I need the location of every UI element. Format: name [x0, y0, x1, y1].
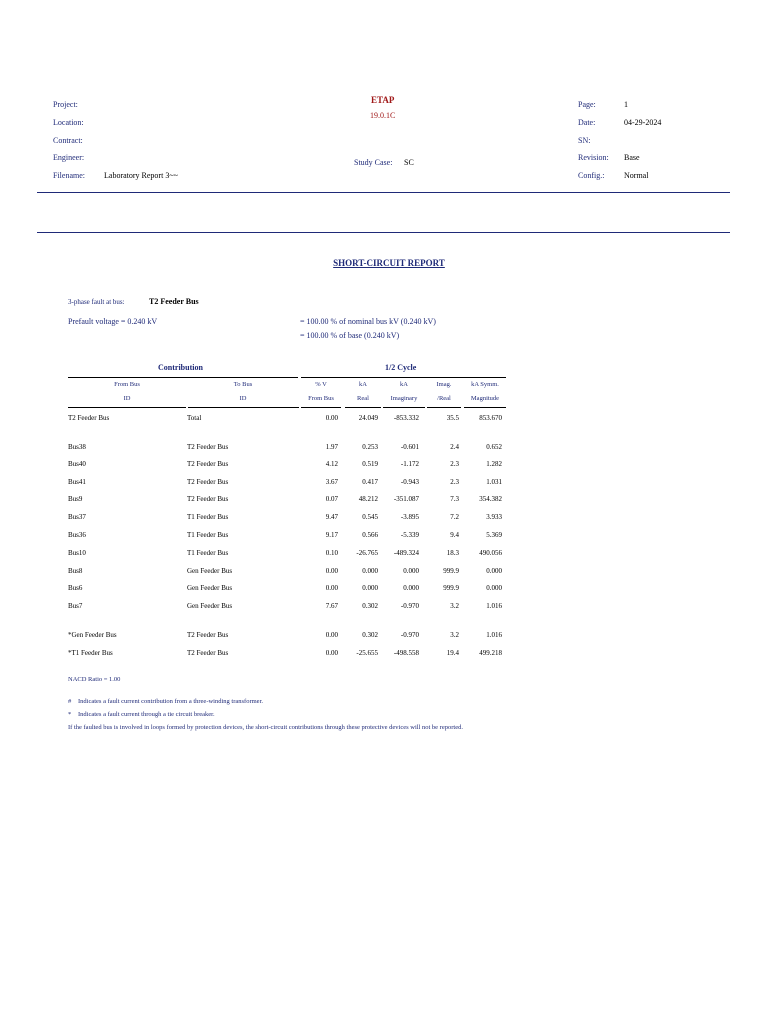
note-3: If the faulted bus is involved in loops formed by protection devices, the short-circuit contributions through these protective devices will not be reported. [68, 724, 463, 731]
cell-ka-real: 0.000 [362, 584, 378, 592]
cell-ka-imaginary: -489.324 [393, 549, 419, 557]
col-from-bus: From Bus [114, 381, 140, 388]
cell-percent-v: 0.00 [325, 631, 338, 639]
fault-label: 3-phase fault at bus: [68, 298, 125, 306]
prefault-voltage: Prefault voltage = 0.240 kV [68, 317, 158, 326]
cell-imag-real: 2.3 [450, 460, 459, 468]
cell-percent-v: 0.07 [325, 495, 338, 503]
cell-imag-real: 35.5 [446, 414, 459, 422]
cell-ka-magnitude: 0.652 [486, 443, 502, 451]
cell-imag-real: 9.4 [450, 531, 459, 539]
cell-ka-real: -25.655 [356, 649, 378, 657]
col-mag-2: Magnitude [470, 395, 500, 402]
cell-imag-real: 7.2 [450, 513, 459, 521]
cell-imag-real: 7.3 [450, 495, 459, 503]
revision-label: Revision: [578, 153, 609, 162]
project-label: Project: [53, 100, 78, 109]
cell-from-bus: Bus6 [68, 584, 83, 592]
cell-percent-v: 0.00 [325, 584, 338, 592]
cell-ka-magnitude: 0.000 [486, 584, 502, 592]
cell-ka-real: 0.302 [362, 631, 378, 639]
cell-ka-imaginary: -0.601 [400, 443, 419, 451]
filename-value: Laboratory Report 3~~ [104, 171, 178, 180]
cell-to-bus: T2 Feeder Bus [187, 478, 229, 486]
group-half-cycle: 1/2 Cycle [385, 363, 417, 372]
cell-ka-imaginary: -0.970 [400, 631, 419, 639]
engineer-label: Engineer: [53, 153, 85, 162]
cell-ka-magnitude: 853.670 [479, 414, 502, 422]
cell-ka-imaginary: -0.970 [400, 602, 419, 610]
cell-ka-real: 0.545 [362, 513, 378, 521]
col-pv-1: % V [315, 381, 327, 388]
cell-to-bus: Gen Feeder Bus [187, 602, 233, 610]
config-label: Config.: [578, 171, 605, 180]
cell-ka-real: 0.519 [362, 460, 378, 468]
cell-ka-imaginary: -5.339 [400, 531, 419, 539]
app-version: 19.0.1C [370, 111, 396, 120]
note-2: Indicates a fault current through a tie circuit breaker. [78, 711, 215, 718]
col-kar-2: Real [357, 395, 369, 402]
cell-ka-real: 0.302 [362, 602, 378, 610]
section-divider [37, 232, 730, 233]
revision-value: Base [624, 153, 640, 162]
cell-from-bus: Bus37 [68, 513, 86, 521]
cell-percent-v: 4.12 [325, 460, 338, 468]
col-rule-from [68, 407, 186, 408]
cell-to-bus: T1 Feeder Bus [187, 549, 229, 557]
cell-from-bus: Bus40 [68, 460, 86, 468]
cell-ka-magnitude: 354.382 [479, 495, 502, 503]
cell-from-bus: *Gen Feeder Bus [68, 631, 117, 639]
cell-to-bus: Gen Feeder Bus [187, 584, 233, 592]
cell-from-bus: Bus9 [68, 495, 83, 503]
cell-imag-real: 999.9 [443, 567, 459, 575]
study-case-value: SC [404, 158, 414, 167]
col-rule-mag [464, 407, 506, 408]
report-title: SHORT-CIRCUIT REPORT [333, 258, 445, 268]
cell-to-bus: T2 Feeder Bus [187, 460, 229, 468]
cell-ka-imaginary: -853.332 [393, 414, 419, 422]
col-kai-2: Imaginary [390, 395, 418, 402]
cell-ka-imaginary: -0.943 [400, 478, 419, 486]
cell-ka-real: 24.049 [358, 414, 378, 422]
location-label: Location: [53, 118, 84, 127]
col-rule-kar [345, 407, 381, 408]
col-ir-1: Imag. [436, 381, 452, 388]
cell-from-bus: *T1 Feeder Bus [68, 649, 113, 657]
cell-to-bus: T2 Feeder Bus [187, 443, 229, 451]
cell-ka-real: 0.417 [362, 478, 378, 486]
cell-percent-v: 9.17 [325, 531, 338, 539]
sn-label: SN: [578, 136, 591, 145]
cell-to-bus: T1 Feeder Bus [187, 513, 229, 521]
group-contribution: Contribution [158, 363, 203, 372]
note-2-symbol: * [68, 711, 72, 718]
cell-from-bus: Bus38 [68, 443, 86, 451]
config-value: Normal [624, 171, 649, 180]
cell-from-bus: Bus41 [68, 478, 86, 486]
cell-from-bus: Bus8 [68, 567, 83, 575]
cell-ka-imaginary: 0.000 [403, 567, 419, 575]
note-1: Indicates a fault current contribution from a three-winding transformer. [78, 698, 264, 705]
cell-from-bus: Bus36 [68, 531, 86, 539]
cell-imag-real: 3.2 [450, 602, 459, 610]
cell-ka-real: 48.212 [358, 495, 378, 503]
nominal-voltage-line: = 100.00 % of nominal bus kV (0.240 kV) [300, 317, 436, 326]
cell-ka-imaginary: -351.087 [393, 495, 419, 503]
col-rule-ir [427, 407, 461, 408]
cell-percent-v: 3.67 [325, 478, 338, 486]
cell-ka-real: 0.253 [362, 443, 378, 451]
cell-ka-magnitude: 490.056 [479, 549, 502, 557]
cell-to-bus: Gen Feeder Bus [187, 567, 233, 575]
cell-ka-real: -26.765 [356, 549, 378, 557]
cell-percent-v: 1.97 [325, 443, 338, 451]
cell-imag-real: 19.4 [446, 649, 459, 657]
cell-percent-v: 0.10 [325, 549, 338, 557]
cell-to-bus: T1 Feeder Bus [187, 531, 229, 539]
base-voltage-line: = 100.00 % of base (0.240 kV) [300, 331, 400, 340]
cell-ka-magnitude: 499.218 [479, 649, 502, 657]
cell-percent-v: 0.00 [325, 649, 338, 657]
cell-imag-real: 3.2 [450, 631, 459, 639]
note-1-symbol: # [68, 698, 72, 705]
col-rule-pv [301, 407, 341, 408]
contribution-rule [68, 377, 298, 378]
col-from-id: ID [123, 395, 131, 402]
col-pv-2: From Bus [308, 395, 334, 402]
fault-bus: T2 Feeder Bus [149, 297, 199, 306]
col-ir-2: /Real [437, 395, 451, 402]
cell-ka-imaginary: -3.895 [400, 513, 419, 521]
cell-imag-real: 2.3 [450, 478, 459, 486]
date-label: Date: [578, 118, 596, 127]
cell-to-bus: T2 Feeder Bus [187, 649, 229, 657]
cell-percent-v: 0.00 [325, 414, 338, 422]
contract-label: Contract: [53, 136, 83, 145]
cycle-rule [301, 377, 506, 378]
cell-ka-real: 0.566 [362, 531, 378, 539]
cell-imag-real: 999.9 [443, 584, 459, 592]
cell-imag-real: 18.3 [446, 549, 459, 557]
cell-ka-magnitude: 1.016 [486, 602, 502, 610]
cell-imag-real: 2.4 [450, 443, 459, 451]
cell-ka-imaginary: -498.558 [393, 649, 419, 657]
cell-ka-magnitude: 5.369 [486, 531, 502, 539]
cell-to-bus: Total [187, 414, 202, 422]
cell-percent-v: 9.47 [325, 513, 338, 521]
cell-percent-v: 0.00 [325, 567, 338, 575]
page-value: 1 [624, 100, 628, 109]
header-divider [37, 192, 730, 193]
cell-from-bus: Bus7 [68, 602, 83, 610]
cell-from-bus: T2 Feeder Bus [68, 414, 110, 422]
cell-ka-magnitude: 3.933 [486, 513, 502, 521]
cell-to-bus: T2 Feeder Bus [187, 495, 229, 503]
col-to-id: ID [239, 395, 247, 402]
nacd-ratio: NACD Ratio = 1.00 [68, 676, 121, 683]
cell-ka-magnitude: 0.000 [486, 567, 502, 575]
app-name: ETAP [371, 95, 395, 105]
page-label: Page: [578, 100, 596, 109]
filename-label: Filename: [53, 171, 85, 180]
cell-percent-v: 7.67 [325, 602, 338, 610]
cell-from-bus: Bus10 [68, 549, 86, 557]
study-case-label: Study Case: [354, 158, 393, 167]
cell-ka-imaginary: 0.000 [403, 584, 419, 592]
cell-ka-magnitude: 1.031 [486, 478, 502, 486]
col-mag-1: kA Symm. [471, 381, 499, 388]
cell-ka-imaginary: -1.172 [400, 460, 419, 468]
cell-ka-magnitude: 1.282 [486, 460, 502, 468]
col-rule-kai [383, 407, 425, 408]
cell-to-bus: T2 Feeder Bus [187, 631, 229, 639]
cell-ka-magnitude: 1.016 [486, 631, 502, 639]
col-rule-to [188, 407, 299, 408]
col-kai-1: kA [400, 381, 408, 388]
col-to-bus: To Bus [233, 381, 253, 388]
date-value: 04-29-2024 [624, 118, 662, 127]
col-kar-1: kA [359, 381, 367, 388]
cell-ka-real: 0.000 [362, 567, 378, 575]
